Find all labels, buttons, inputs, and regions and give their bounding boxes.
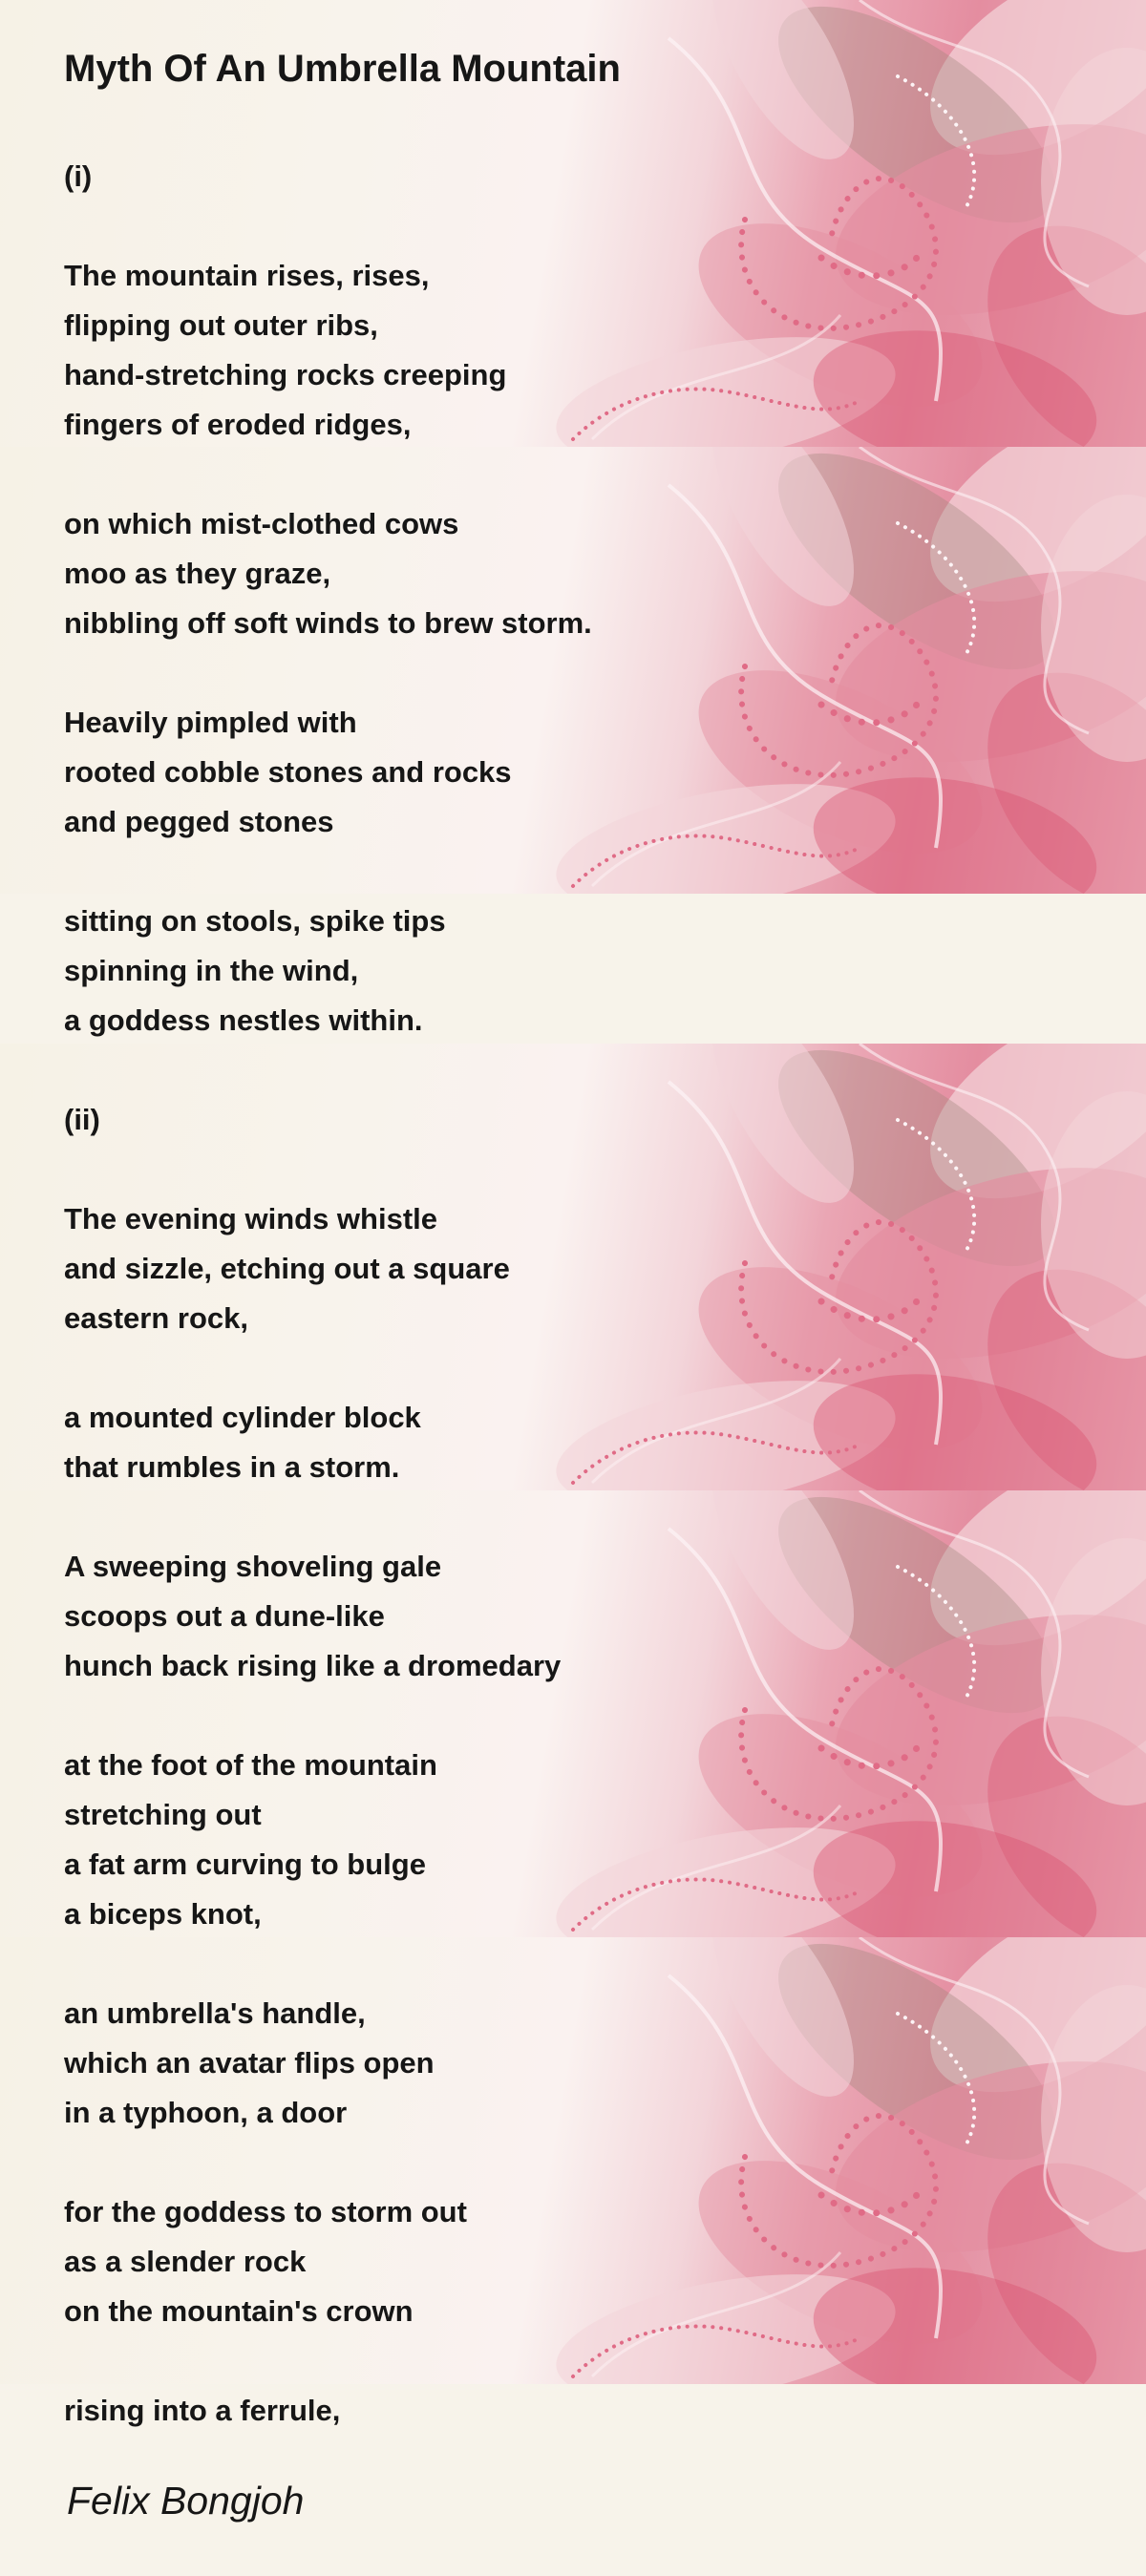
poem-line: The evening winds whistle bbox=[64, 1202, 438, 1235]
poem-line: at the foot of the mountain bbox=[64, 1748, 437, 1782]
poem-line: that rumbles in a storm. bbox=[64, 1450, 400, 1484]
poem-line: fingers of eroded ridges, bbox=[64, 408, 412, 441]
poem-line: as a slender rock bbox=[64, 2245, 307, 2278]
stanza-break bbox=[64, 847, 592, 897]
poem-line: hand-stretching rocks creeping bbox=[64, 358, 507, 391]
stanza-break bbox=[64, 201, 592, 251]
poem-body bbox=[64, 152, 592, 2436]
stanza-break bbox=[64, 648, 592, 698]
stanza-break bbox=[64, 1343, 592, 1393]
poem-line: sitting on stools, spike tips bbox=[64, 904, 446, 938]
poem-line: a mounted cylinder block bbox=[64, 1401, 421, 1434]
poem-line: a biceps knot, bbox=[64, 1897, 262, 1931]
poem-line: on which mist-clothed cows bbox=[64, 507, 459, 540]
poem-line: rising into a ferrule, bbox=[64, 2394, 341, 2427]
poem-line: flipping out outer ribs, bbox=[64, 308, 378, 342]
poem-line: for the goddess to storm out bbox=[64, 2195, 467, 2228]
poem-line: in a typhoon, a door bbox=[64, 2096, 348, 2129]
poem-line: hunch back rising like a dromedary bbox=[64, 1649, 562, 1682]
stanza-break bbox=[64, 450, 592, 499]
poem-line: spinning in the wind, bbox=[64, 954, 359, 987]
stanza-break bbox=[64, 2336, 592, 2386]
stanza-break bbox=[64, 1691, 592, 1741]
poem-line: moo as they graze, bbox=[64, 557, 331, 590]
poem-title: Myth Of An Umbrella Mountain bbox=[64, 48, 621, 90]
stanza-break bbox=[64, 1145, 592, 1194]
poem-line: an umbrella's handle, bbox=[64, 1996, 366, 2030]
stanza-break bbox=[64, 1492, 592, 1542]
poem-line: scoops out a dune-like bbox=[64, 1599, 385, 1633]
poem-line: (ii) bbox=[64, 1103, 100, 1136]
poem-line: on the mountain's crown bbox=[64, 2294, 414, 2328]
poem-line: stretching out bbox=[64, 1798, 262, 1831]
stanza-break bbox=[64, 2138, 592, 2187]
poem-line: rooted cobble stones and rocks bbox=[64, 755, 512, 789]
poem-line: and sizzle, etching out a square bbox=[64, 1252, 510, 1285]
poem-line: The mountain rises, rises, bbox=[64, 259, 430, 292]
poem-line: A sweeping shoveling gale bbox=[64, 1550, 442, 1583]
poem-line: and pegged stones bbox=[64, 805, 334, 838]
stanza-break bbox=[64, 1939, 592, 1989]
poem-author: Felix Bongjoh bbox=[67, 2479, 305, 2523]
poem-line: a goddess nestles within. bbox=[64, 1003, 423, 1037]
poem-line: eastern rock, bbox=[64, 1301, 248, 1335]
poem-line: nibbling off soft winds to brew storm. bbox=[64, 606, 592, 640]
poem-line: a fat arm curving to bulge bbox=[64, 1848, 426, 1881]
stanza-break bbox=[64, 1045, 592, 1095]
poem-line: (i) bbox=[64, 159, 93, 193]
poem-line: which an avatar flips open bbox=[64, 2046, 435, 2080]
poem-line: Heavily pimpled with bbox=[64, 706, 357, 739]
